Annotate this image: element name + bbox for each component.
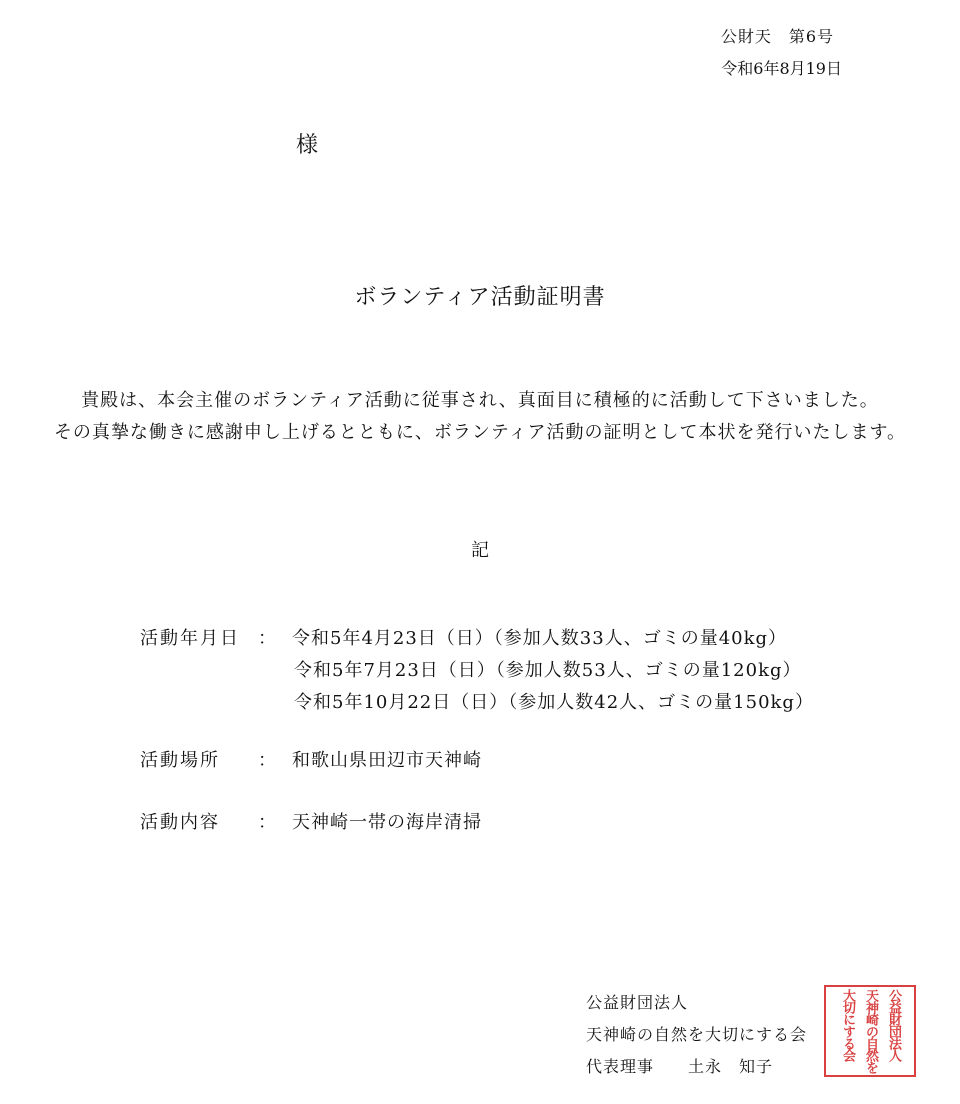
activity-content-value: 天神崎一帯の海岸清掃: [292, 812, 482, 833]
document-number: 公財天 第6号: [720, 27, 834, 46]
issuer-type: 公益財団法人: [586, 993, 689, 1012]
activity-content-label: 活動内容: [140, 812, 220, 833]
activity-date-entry: 令和5年4月23日（日）（参加人数33人、ゴミの量40kg）: [292, 628, 788, 649]
activity-place-value: 和歌山県田辺市天神崎: [292, 750, 482, 771]
activity-place-colon: ：: [258, 750, 276, 771]
recipient-honorific: 様: [296, 133, 319, 158]
body-line: 貴殿は、本会主催のボランティア活動に従事され、真面目に積極的に活動して下さいました。: [81, 390, 879, 411]
official-seal-stamp: [824, 985, 916, 1077]
notice-heading: 記: [471, 540, 489, 561]
issue-date: 令和6年8月19日: [721, 59, 842, 78]
activity-content-colon: ：: [258, 812, 276, 833]
activity-place-label: 活動場所: [140, 750, 220, 771]
seal-text-column: 大切にする会: [840, 989, 855, 1061]
activity-dates-colon: ：: [258, 628, 276, 649]
seal-text-column: 天神崎の自然を: [863, 989, 878, 1073]
issuer-representative: 代表理事 土永 知子: [586, 1057, 774, 1076]
activity-date-entry: 令和5年7月23日（日）（参加人数53人、ゴミの量120kg）: [294, 660, 802, 681]
document-title: ボランティア活動証明書: [354, 285, 606, 310]
body-line: その真摯な働きに感謝申し上げるとともに、ボランティア活動の証明として本状を発行いたします。: [53, 422, 907, 443]
seal-text-column: 公益財団法人: [886, 989, 901, 1061]
activity-date-entry: 令和5年10月22日（日）（参加人数42人、ゴミの量150kg）: [294, 692, 814, 713]
activity-dates-label: 活動年月日: [140, 628, 240, 649]
body-paragraph: [0, 385, 960, 449]
issuer-name: 天神崎の自然を大切にする会: [586, 1025, 808, 1044]
